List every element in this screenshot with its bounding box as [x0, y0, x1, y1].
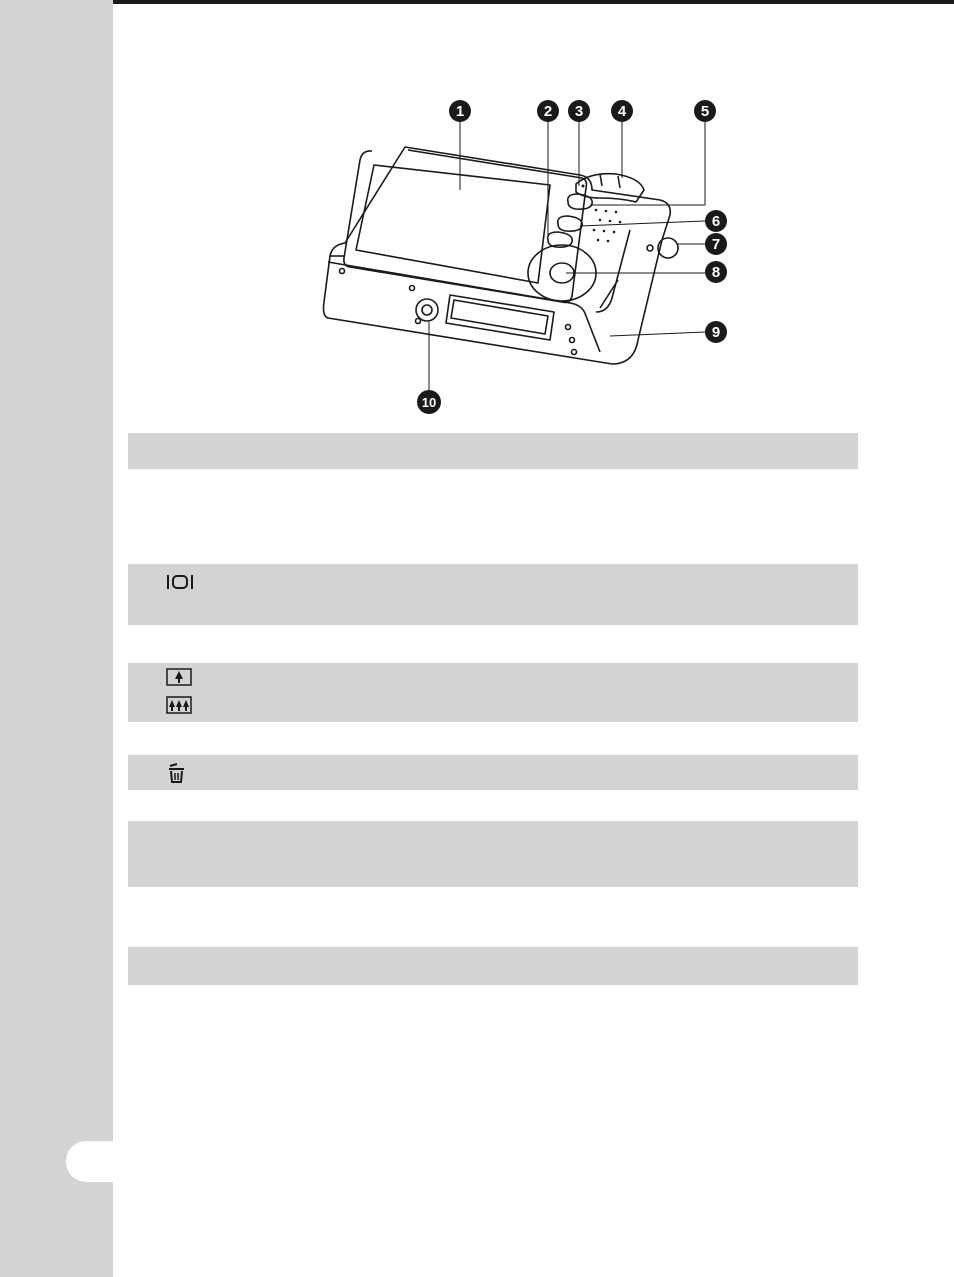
svg-text:9: 9	[711, 324, 721, 341]
callout-6	[705, 210, 727, 232]
zoom-tele-icon	[166, 668, 194, 691]
svg-text:3: 3	[574, 103, 584, 120]
callout-10	[417, 390, 441, 414]
button-6	[558, 216, 583, 231]
delete-trash-icon	[166, 762, 188, 789]
zoom-wide-icon	[166, 696, 194, 719]
callout-3	[568, 100, 590, 122]
svg-text:5: 5	[700, 103, 710, 120]
svg-text:6: 6	[711, 213, 721, 230]
svg-text:8: 8	[711, 264, 721, 281]
table-band-4	[128, 755, 858, 790]
page-number-tab	[66, 1141, 113, 1182]
page-side-strip	[0, 0, 113, 1277]
strap-hook	[658, 238, 678, 258]
table-band-6	[128, 947, 858, 985]
table-band-3	[128, 663, 858, 722]
table-band-2	[128, 564, 858, 625]
svg-text:10: 10	[421, 395, 437, 410]
svg-text:1: 1	[455, 103, 465, 120]
callout-8	[705, 261, 727, 283]
callout-4	[611, 100, 633, 122]
callout-7	[705, 233, 727, 255]
button-5	[568, 194, 593, 209]
table-band-1	[128, 433, 858, 469]
table-band-5	[128, 821, 858, 887]
camera-back-illustration	[300, 90, 750, 420]
lcd-frame	[344, 150, 587, 302]
callout-1	[449, 100, 471, 122]
svg-text:2: 2	[543, 103, 553, 120]
display-mode-icon	[166, 573, 194, 596]
callout-5	[694, 100, 716, 122]
lcd-screen	[356, 165, 550, 283]
top-rule	[113, 0, 954, 4]
callout-2	[537, 100, 559, 122]
svg-text:7: 7	[711, 236, 721, 253]
tripod-socket	[416, 299, 438, 321]
svg-text:4: 4	[617, 103, 627, 120]
callout-9	[705, 321, 727, 343]
